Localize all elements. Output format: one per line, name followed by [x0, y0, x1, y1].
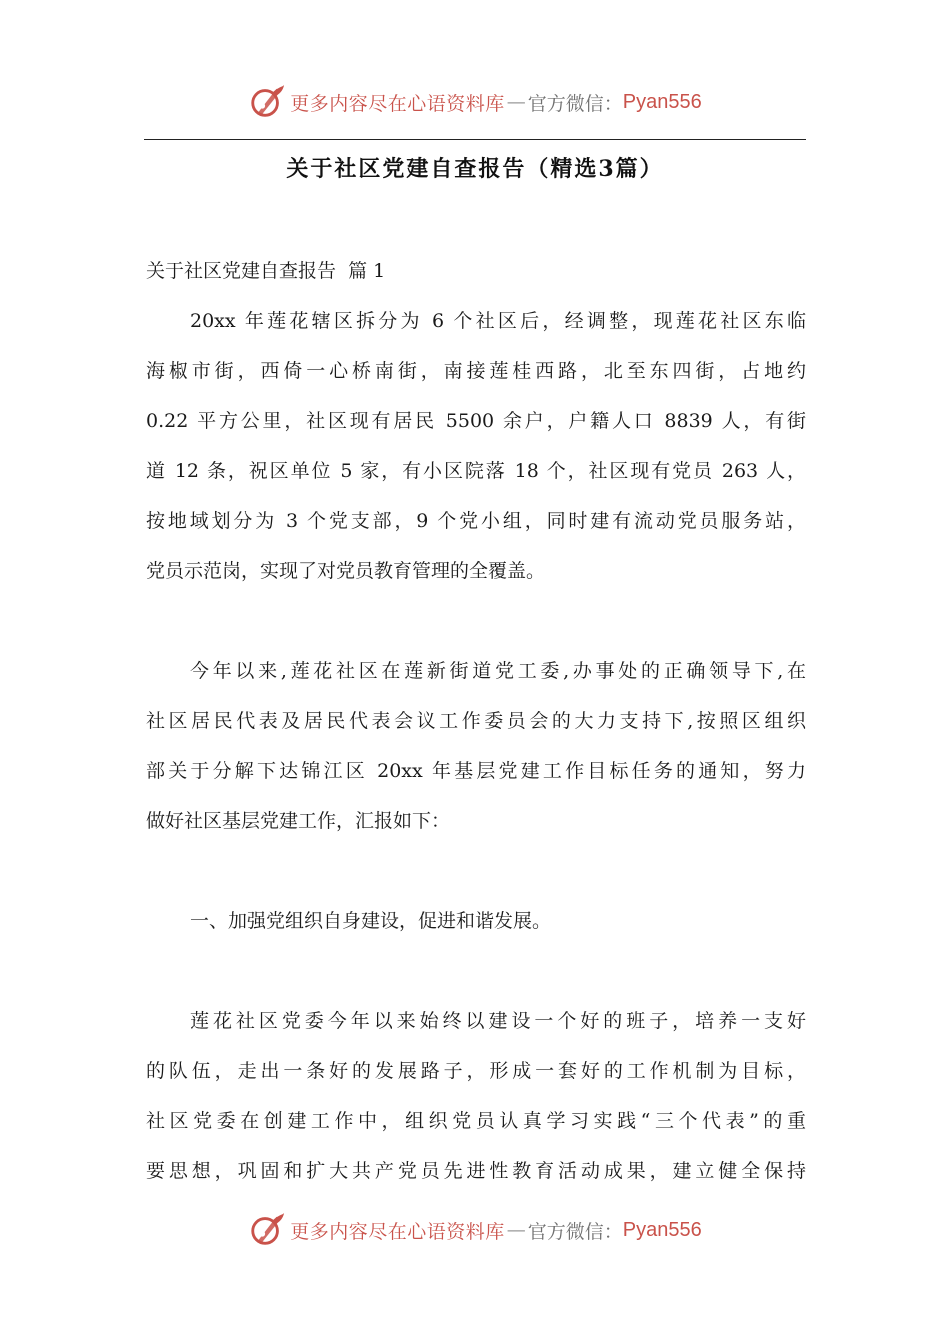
paragraph-line: 做好社区基层党建工作，汇报如下： — [146, 810, 451, 832]
quill-logo-icon — [248, 83, 286, 121]
paragraph-gap — [146, 852, 806, 902]
paragraph-line: 一、加强党组织自身建设，促进和谐发展。 — [190, 910, 552, 932]
paragraph-line: 部关于分解下达锦江区 20xx 年基层党建工作目标任务的通知，努力 — [146, 760, 806, 782]
banner-wechat-id: Pyan556 — [622, 90, 702, 113]
document-body — [146, 252, 806, 1202]
banner-dash: — — [506, 1219, 526, 1241]
paragraph — [146, 652, 806, 852]
banner-wechat-id: Pyan556 — [622, 1218, 702, 1241]
paragraph-line: 党员示范岗，实现了对党员教育管理的全覆盖。 — [146, 560, 546, 582]
banner-text: 更多内容尽在心语资料库 — [290, 1220, 505, 1243]
banner-text: 更多内容尽在心语资料库 — [290, 92, 505, 115]
paragraph-line: 0.22 平方公里，社区现有居民 5500 余户，户籍人口 8839 人，有街 — [146, 410, 806, 432]
banner-wechat-label: 官方微信： — [527, 92, 623, 115]
paragraph-line: 今年以来,莲花社区在莲新街道党工委,办事处的正确领导下,在 — [190, 660, 806, 682]
header-banner — [0, 82, 950, 122]
subheading — [146, 902, 806, 952]
paragraph-line: 的队伍，走出一条好的发展路子，形成一套好的工作机制为目标， — [146, 1060, 806, 1082]
paragraph-line: 道 12 条，祝区单位 5 家，有小区院落 18 个，社区现有党员 263 人， — [146, 460, 806, 482]
paragraph-line: 按地域划分为 3 个党支部，9 个党小组，同时建有流动党员服务站， — [146, 510, 806, 532]
header-divider — [144, 139, 806, 140]
paragraph-gap — [146, 952, 806, 1002]
banner-dash: — — [506, 91, 526, 113]
banner-wechat-label: 官方微信： — [527, 1220, 623, 1243]
quill-logo-icon — [248, 1211, 286, 1249]
paragraph — [146, 302, 806, 602]
paragraph-line: 要思想，巩固和扩大共产党员先进性教育活动成果，建立健全保持 — [146, 1160, 806, 1182]
paragraph-line: 莲花社区党委今年以来始终以建设一个好的班子，培养一支好 — [190, 1010, 806, 1032]
paragraph-line: 社区居民代表及居民代表会议工作委员会的大力支持下,按照区组织 — [146, 710, 806, 732]
paragraph-line: 社区党委在创建工作中，组织党员认真学习实践“三个代表”的重 — [146, 1110, 806, 1132]
section-heading: 关于社区党建自查报告 篇 1 — [146, 260, 386, 282]
paragraph-line: 海椒市街，西倚一心桥南街，南接莲桂西路，北至东四街，占地约 — [146, 360, 806, 382]
footer-banner — [0, 1210, 950, 1250]
paragraph-gap — [146, 602, 806, 652]
paragraph-line: 20xx 年莲花辖区拆分为 6 个社区后，经调整，现莲花社区东临 — [190, 310, 806, 332]
paragraph — [146, 1002, 806, 1202]
document-title: 关于社区党建自查报告（精选3篇） — [286, 156, 664, 182]
